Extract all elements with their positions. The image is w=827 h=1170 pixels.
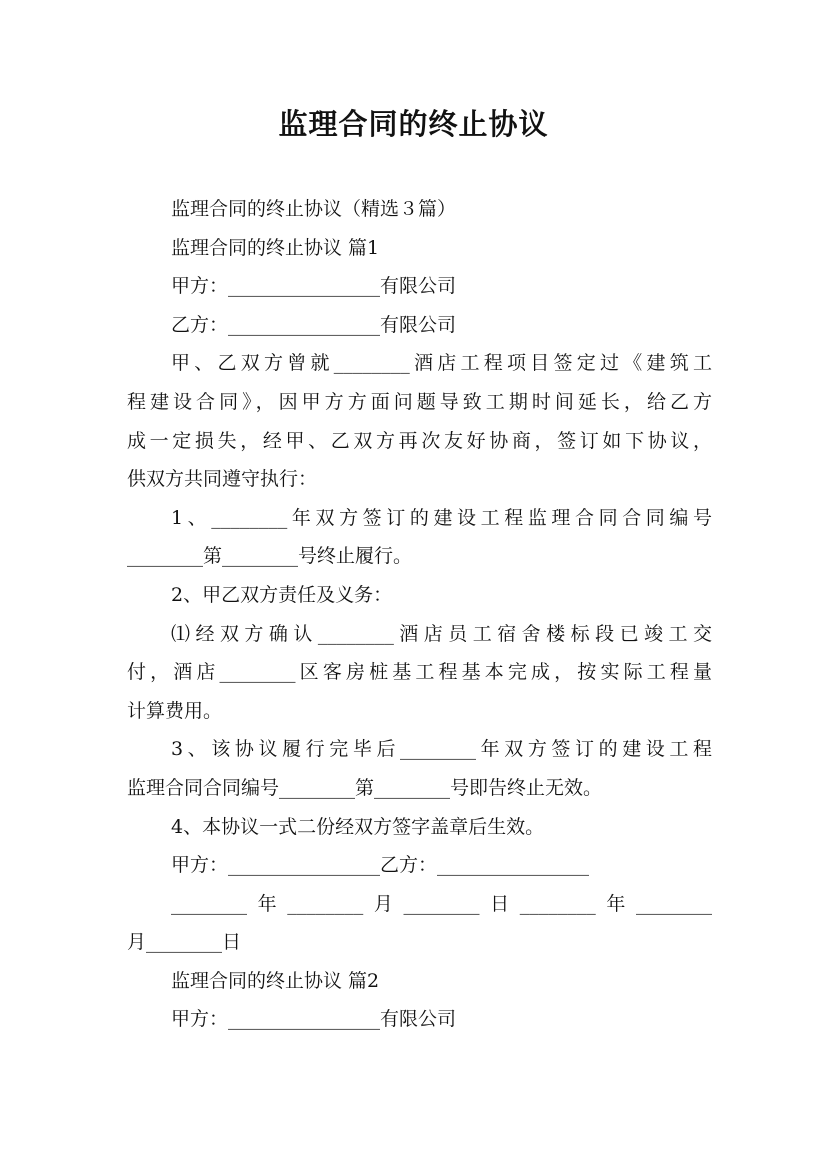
section-heading-1: 监理合同的终止协议 篇1 [171, 236, 380, 259]
clause-2-sub-line: 计算费用。 [127, 699, 223, 722]
document-body [127, 190, 712, 1039]
clause-2-line: 2、甲乙双方责任及义务： [171, 583, 393, 606]
clause-2-sub-line: 付，酒店________区客房桩基工程基本完成，按实际工程量 [127, 661, 712, 684]
section-heading-2: 监理合同的终止协议 篇2 [171, 969, 380, 992]
paragraph-line: 供双方共同遵守执行： [127, 468, 318, 491]
paragraph-line: 程建设合同》，因甲方方面问题导致工期时间延长，给乙方 [127, 390, 712, 413]
clause-2-sub-line: ⑴经双方确认________酒店员工宿舍楼标段已竣工交 [171, 622, 712, 645]
date-line: ________年________月________日________年________ [171, 892, 712, 915]
clause-3-line: 监理合同合同编号________第________号即告终止无效。 [127, 776, 603, 799]
party-b-line: 乙方：________________有限公司 [171, 313, 457, 336]
clause-3-line: 3、该协议履行完毕后________年双方签订的建设工程 [171, 738, 712, 761]
clause-1-line: ________第________号终止履行。 [127, 545, 413, 568]
signature-line: 甲方：________________乙方：________________ [171, 854, 590, 877]
subtitle-line: 监理合同的终止协议（精选３篇） [171, 198, 457, 220]
paragraph-line: 甲、乙双方曾就________酒店工程项目签定过《建筑工 [171, 352, 712, 375]
paragraph-line: 成一定损失，经甲、乙双方再次友好协商，签订如下协议， [127, 429, 712, 452]
clause-1-line: 1、________年双方签订的建设工程监理合同合同编号 [171, 506, 712, 529]
party-a-line: 甲方：________________有限公司 [171, 275, 457, 298]
date-line: 月________日 [127, 931, 242, 954]
document-title: 监理合同的终止协议 [278, 107, 549, 141]
party-a-line: 甲方：________________有限公司 [171, 1008, 457, 1031]
clause-4-line: 4、本协议一式二份经双方签字盖章后生效。 [171, 815, 545, 838]
